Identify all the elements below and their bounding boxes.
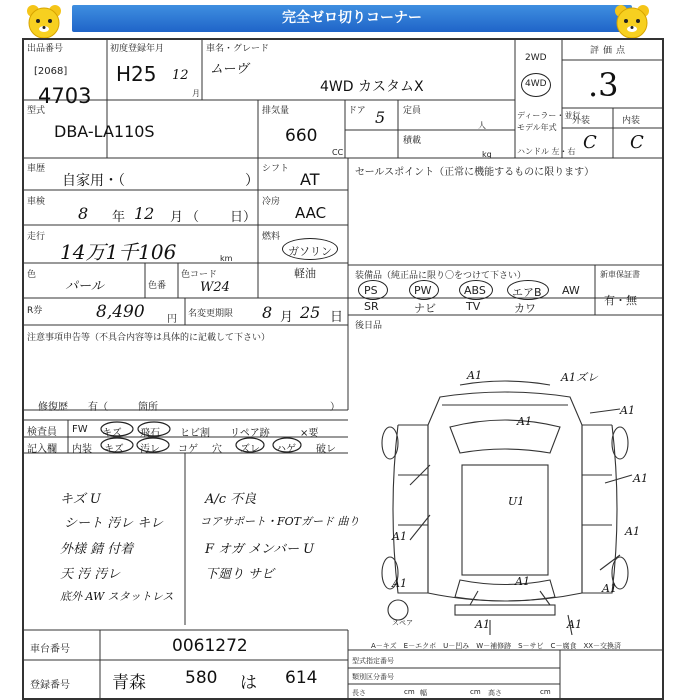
banner-title: 完全ゼロ切りコーナー xyxy=(72,5,632,32)
load-unit: kg xyxy=(482,150,492,159)
notes-label: 注意事項申告等（不具合内容等は具体的に記載して下さい） xyxy=(27,333,271,343)
damage-mark: A1ズレ xyxy=(561,371,598,384)
color-no-label: 色番 xyxy=(148,281,167,291)
inspector-label: 検査員 xyxy=(27,427,57,438)
inspector-int-scratch: キズ xyxy=(104,444,124,455)
fuel-petrol: ガソリン xyxy=(288,245,332,258)
model-year-label: モデル年式 xyxy=(517,123,557,132)
width-unit: cm xyxy=(470,688,481,696)
capacity-label: 定員 xyxy=(403,106,422,116)
equipment-label: 装備品（純正品に限り〇をつけて下さい） xyxy=(355,271,527,281)
doors-value: 5 xyxy=(375,108,386,127)
aircon-value: AAC xyxy=(295,204,327,222)
inspector-interior: 内装 xyxy=(72,444,92,455)
history-close: ） xyxy=(245,173,259,189)
shift-value: AT xyxy=(300,170,320,189)
plate-label: 登録番号 xyxy=(30,680,70,691)
width-label: 幅 xyxy=(420,689,427,697)
inspection-year: 8 xyxy=(78,204,89,223)
inspection-month: 12 xyxy=(134,204,155,223)
sales-point-label: セールスポイント（正常に機能するものに限ります） xyxy=(355,167,595,178)
recycle-label: R券 xyxy=(27,306,43,316)
name-change-month-unit: 月 xyxy=(280,310,294,325)
interior-label: 内装 xyxy=(622,116,641,126)
damage-mark: A1 xyxy=(633,472,648,485)
year-unit: 年 xyxy=(112,210,126,225)
first-registration-month: 12 xyxy=(172,68,189,83)
exterior-label: 外装 xyxy=(572,116,591,126)
handwritten-note-right: コアサポート・FOTガード 曲り xyxy=(200,515,360,528)
equipment-abs: ABS xyxy=(464,284,486,297)
length-unit: cm xyxy=(404,688,415,696)
recycle-value: 8,490 xyxy=(96,302,145,322)
damage-mark: A1 xyxy=(475,618,490,631)
equipment-pw: PW xyxy=(414,284,432,297)
first-registration-era: H25 xyxy=(116,62,157,86)
inspection-label: 車検 xyxy=(27,197,46,207)
plate-region: 青森 xyxy=(112,673,146,693)
lot-number: 4703 xyxy=(38,84,92,108)
inspector-chip: 飛石 xyxy=(140,428,160,439)
inspector-scratch: キズ xyxy=(102,428,122,439)
equipment-airbag: エアB xyxy=(512,286,542,299)
steering-label: ハンドル 左・右 xyxy=(517,147,576,156)
height-unit: cm xyxy=(540,688,551,696)
lot-sub-number: [2068] xyxy=(34,66,68,77)
handwritten-note: 底外 AW スタットレス xyxy=(60,590,174,603)
height-label: 高さ xyxy=(488,689,502,697)
rating-value: .3 xyxy=(588,66,619,104)
month-unit: 月 xyxy=(170,210,184,225)
damage-mark: A1 xyxy=(515,575,530,588)
chassis-label: 車台番号 xyxy=(30,644,70,655)
handwritten-note: 天 汚 汚レ xyxy=(60,567,121,582)
repair-history-close: ） xyxy=(330,402,340,413)
plate-kana: は xyxy=(240,673,257,693)
inspector-int-burn: コゲ xyxy=(178,444,198,455)
equipment-ps: PS xyxy=(364,284,378,297)
inspector-entry-label: 記入欄 xyxy=(27,444,57,455)
damage-mark: A1 xyxy=(517,415,532,428)
inspector-int-slip: ズレ xyxy=(240,444,260,455)
equipment-aw: AW xyxy=(562,284,580,297)
plate-number: 614 xyxy=(285,668,318,688)
rating-label: 評価点 xyxy=(590,46,630,56)
displacement-unit: CC xyxy=(332,148,344,157)
handwritten-note-right: 下廻り サビ xyxy=(205,567,275,582)
displacement-label: 排気量 xyxy=(262,106,290,116)
model-code: DBA-LA110S xyxy=(54,122,155,141)
type-designation-label: 型式指定番号 xyxy=(352,657,394,665)
equipment-sr: SR xyxy=(364,300,379,313)
inspector-int-tear: 破レ xyxy=(316,444,336,455)
shift-label: シフト xyxy=(262,164,290,174)
fuel-diesel: 軽油 xyxy=(294,267,316,280)
load-label: 積載 xyxy=(403,136,422,146)
displacement-value: 660 xyxy=(285,126,318,146)
name-change-day: 25 xyxy=(300,303,321,322)
day-unit: 日） xyxy=(230,210,257,225)
handwritten-note-right: A/c 不良 xyxy=(205,492,257,507)
car-name: ムーヴ xyxy=(210,62,249,77)
handwritten-note: 外様 錆 付着 xyxy=(60,542,134,557)
mileage-value: 14万1千106 xyxy=(60,240,177,264)
first-registration-label: 初度登録年月 xyxy=(110,44,165,54)
inspector-replace: ×要 xyxy=(300,428,319,439)
history-value: 自家用・（ xyxy=(62,173,125,189)
inspector-fw: FW xyxy=(72,424,88,435)
interior-grade: C xyxy=(630,132,644,153)
equipment-leather: カワ xyxy=(514,302,536,315)
exterior-grade: C xyxy=(583,132,597,153)
lot-number-label: 出品番号 xyxy=(27,44,64,54)
mileage-unit: km xyxy=(220,254,233,263)
inspector-int-dirt: 汚レ xyxy=(140,444,160,455)
name-change-day-unit: 日 xyxy=(330,310,344,325)
color-code: W24 xyxy=(200,280,230,295)
mileage-label: 走行 xyxy=(27,232,46,242)
drive-4wd: 4WD xyxy=(525,79,547,89)
damage-mark: A1 xyxy=(625,525,640,538)
name-change-label: 名変更期限 xyxy=(188,309,234,319)
inspector-int-peel: ハゲ xyxy=(276,444,296,455)
damage-mark: U1 xyxy=(508,495,525,508)
handwritten-note: キズ U xyxy=(60,492,101,507)
name-change-month: 8 xyxy=(262,303,273,322)
equipment-navi: ナビ xyxy=(414,302,436,315)
doors-label: ドア xyxy=(348,106,366,116)
damage-mark: A1 xyxy=(620,404,635,417)
chassis-number: 0061272 xyxy=(172,636,248,656)
damage-mark: A1 xyxy=(392,577,407,590)
car-grade: 4WD カスタムX xyxy=(320,79,424,95)
dealer-label: ディーラー・並行 xyxy=(517,111,581,120)
aircon-label: 冷房 xyxy=(262,197,281,207)
classification-label: 類別区分番号 xyxy=(352,673,394,681)
damage-mark: A1 xyxy=(392,530,407,543)
inspector-repair: リペア跡 xyxy=(230,428,270,439)
history-label: 車歴 xyxy=(27,164,46,174)
fuel-label: 燃料 xyxy=(262,232,281,242)
damage-mark: A1 xyxy=(567,618,582,631)
recycle-unit: 円 xyxy=(167,314,177,325)
repair-history: 修復歴 有（ 箇所 xyxy=(38,402,158,413)
inspector-int-hole: 穴 xyxy=(212,444,222,455)
damage-mark: A1 xyxy=(602,582,617,595)
warranty-value: 有・無 xyxy=(604,294,637,307)
warranty-label: 新車保証書 xyxy=(600,270,640,279)
color-label: 色 xyxy=(27,270,37,280)
drive-2wd: 2WD xyxy=(525,53,547,63)
handwritten-note: シート 汚レ キレ xyxy=(64,516,164,531)
color-code-label: 色コード xyxy=(181,270,218,280)
damage-mark: A1 xyxy=(467,369,482,382)
month-unit: 月 xyxy=(192,89,200,98)
plate-class: 580 xyxy=(185,668,218,688)
equipment-tv: TV xyxy=(466,300,481,313)
damage-legend: A－キズ E－エクボ U－凹み W－補修跡 S－サビ C－腐食 XX－交換済 xyxy=(371,642,622,650)
handwritten-note-right: F オガ メンバー U xyxy=(205,542,315,557)
spare-tire-label: スペア xyxy=(392,619,413,627)
afterfit-label: 後日品 xyxy=(355,321,383,331)
day-open: （ xyxy=(186,210,200,225)
color-value: パール xyxy=(65,279,104,294)
inspector-crack: ヒビ割 xyxy=(180,428,210,439)
capacity-unit: 人 xyxy=(478,121,486,130)
model-code-label: 型式 xyxy=(27,106,46,116)
car-name-label: 車名・グレード xyxy=(206,44,270,54)
length-label: 長さ xyxy=(352,689,366,697)
